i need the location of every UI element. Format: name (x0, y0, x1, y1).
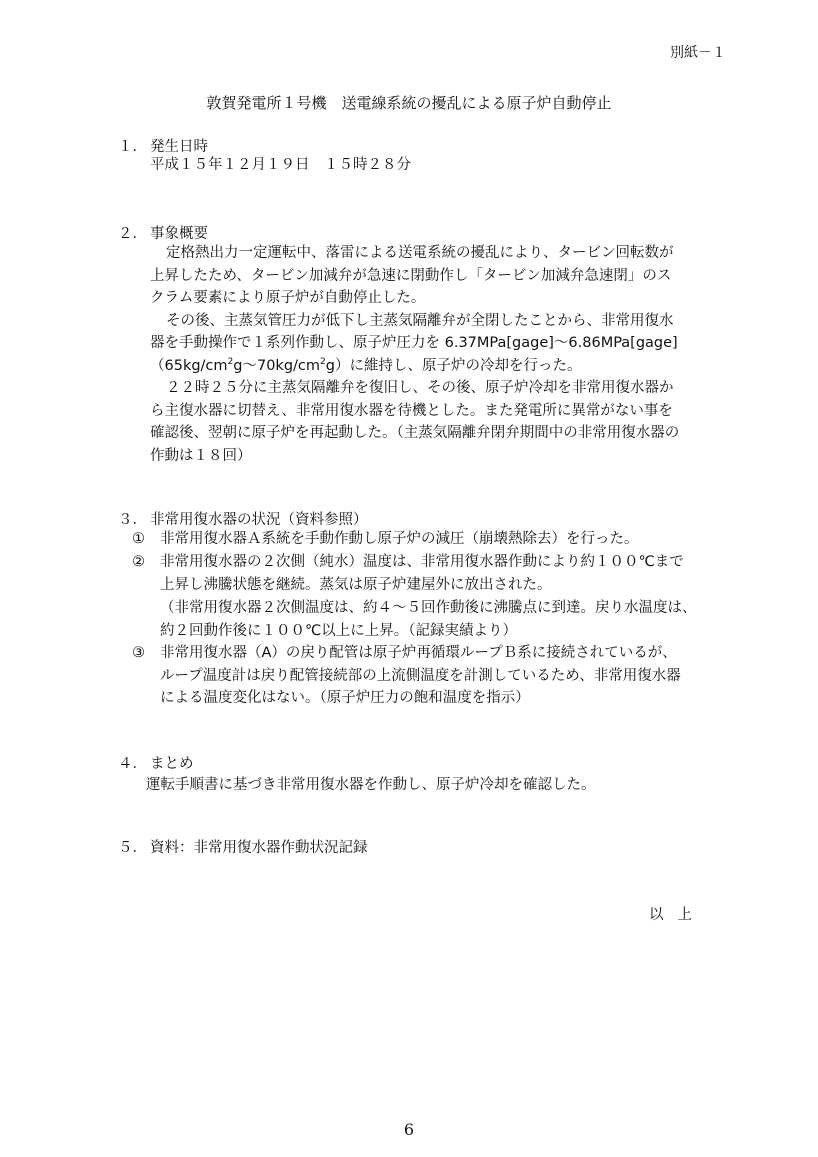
attachment-label: 別紙－１ (670, 45, 726, 61)
summary-line: 確認後、翌朝に原子炉を再起動した。（主蒸気隔離弁閉弁期間中の非常用復水器の (150, 425, 680, 441)
circled-number: ③ (132, 645, 145, 661)
summary-line: その後、主蒸気管圧力が低下し主蒸気隔離弁が全閉したことから、非常用復水 (166, 312, 674, 329)
summary-line: 上昇したため、タービン加減弁が急速に閉動作し「タービン加減弁急速閉」のス (150, 267, 672, 284)
circled-number: ① (132, 531, 145, 547)
occurrence-datetime: 平成１５年１２月１９日 １５時２８分 (150, 157, 411, 173)
item-text: 非常用復水器の２次側（純水）温度は、非常用復水器作動により約１００℃まで 上昇し沸騰状態を継続。蒸気は原子炉建屋外に放出された。 (160, 554, 684, 593)
summary-line: ２２時２５分に主蒸気隔離弁を復旧し、その後、原子炉冷却を非常用復水器か (166, 380, 674, 396)
section-4-heading (118, 752, 194, 773)
section-number: ５． (118, 840, 147, 856)
section-3-heading (118, 508, 368, 529)
closing-mark: 以上 (649, 907, 706, 923)
summary-body (150, 242, 710, 467)
section-number: ２． (118, 226, 147, 242)
summary-line: ら主復水器に切替え、非常用復水器を待機とした。また発電所に異常がない事を (150, 402, 673, 419)
ic-status-item-2 (132, 551, 712, 596)
section-title: 発生日時 (150, 139, 208, 155)
section-title: 資料：非常用復水器作動状況記録 (150, 840, 368, 856)
summary-line: クラム要素により原子炉が自動停止した。 (150, 290, 426, 306)
item-text: 非常用復水器（A）の戻り配管は原子炉再循環ループＢ系に接続されているが、 ループ温度計は戻り配管接続部の上流側温度を計測しているため、非常用復水器 による温度変化はない。（原子炉圧力の飽和温度を指示） (160, 645, 681, 706)
section-2-heading (118, 222, 208, 243)
section-5-heading (118, 836, 368, 857)
conclusion-text: 運転手順書に基づき非常用復水器を作動し、原子炉冷却を確認した。 (146, 777, 596, 793)
item-text: 非常用復水器Ａ系統を手動作動し原子炉の減圧（崩壊熱除去）を行った。 (160, 531, 639, 547)
section-number: ３． (118, 512, 147, 528)
section-title: 非常用復水器の状況（資料参照） (150, 512, 368, 528)
summary-line: 器を手動操作で１系列作動し、原子炉圧力を 6.37MPa[gage]～6.86MPa[gage] (150, 335, 678, 351)
section-1-heading (118, 135, 208, 156)
page-number: 6 (403, 1120, 415, 1139)
section-title: まとめ (150, 756, 194, 772)
ic-status-item-1 (132, 528, 712, 551)
ic-status-item-3 (132, 642, 712, 710)
circled-number: ② (132, 554, 145, 570)
section-number: １． (118, 139, 147, 155)
summary-line: 作動は１８回） (150, 447, 252, 464)
document-title: 敦賀発電所１号機 送電線系統の擾乱による原子炉自動停止 (206, 94, 612, 112)
ic-status-item-2-note: （非常用復水器２次側温度は、約４～５回作動後に沸騰点に到達。戻り水温度は、 約２回動作後に１００℃以上に上昇。（記録実績より） (160, 600, 697, 639)
summary-line: 定格熱出力一定運転中、落雷による送電系統の擾乱により、タービン回転数が (166, 245, 674, 261)
summary-line: $(65kg/cm^2g\sim 70kg/cm^2g)$に維持し、原子炉の冷却を行った。 (150, 356, 582, 374)
section-title: 事象概要 (150, 226, 208, 242)
section-number: ４． (118, 756, 147, 772)
